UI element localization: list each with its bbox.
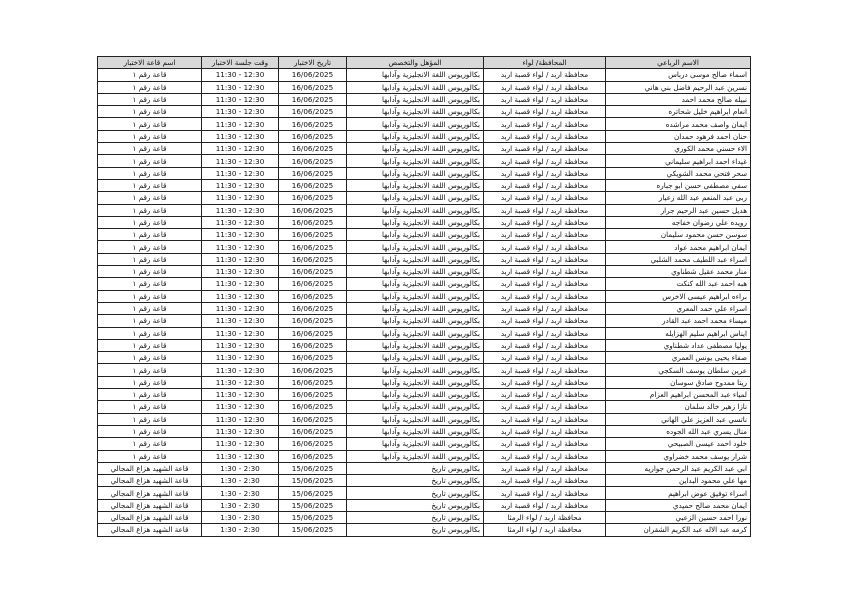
session-time-cell: 11:30 - 12:30	[202, 425, 279, 437]
exam-date-cell: 15/06/2025	[279, 499, 347, 511]
session-time-cell: 11:30 - 12:30	[202, 204, 279, 216]
table-row	[98, 130, 751, 142]
table-row	[98, 81, 751, 93]
table-row	[98, 487, 751, 499]
exam-hall-cell: قاعة رقم ١	[98, 81, 202, 93]
exam-date-cell: 16/06/2025	[279, 204, 347, 216]
table-row	[98, 192, 751, 204]
candidate-name-cell: منال يسري عبد الله الجوده	[606, 425, 751, 437]
table-row	[98, 229, 751, 241]
session-time-cell: 11:30 - 12:30	[202, 450, 279, 462]
exam-hall-cell: قاعة رقم ١	[98, 106, 202, 118]
candidate-name-cell: هديل حسين عبد الرحيم جرار	[606, 204, 751, 216]
qualification-cell: بكالوريوس اللغة الانجليزية وآدابها	[347, 302, 484, 314]
header-governorate: المحافظة/ لواء	[484, 57, 606, 69]
candidate-name-cell: شرار يوسف محمد خضراوي	[606, 450, 751, 462]
exam-date-cell: 16/06/2025	[279, 401, 347, 413]
exam-date-cell: 16/06/2025	[279, 266, 347, 278]
table-row	[98, 155, 751, 167]
table-row	[98, 241, 751, 253]
session-time-cell: 11:30 - 12:30	[202, 143, 279, 155]
qualification-cell: بكالوريوس اللغة الانجليزية وآدابها	[347, 69, 484, 81]
table-row	[98, 352, 751, 364]
exam-hall-cell: قاعة رقم ١	[98, 204, 202, 216]
governorate-cell: محافظة اربد / لواء قصبة اربد	[484, 266, 606, 278]
qualification-cell: بكالوريوس تاريخ	[347, 487, 484, 499]
exam-hall-cell: قاعة رقم ١	[98, 352, 202, 364]
qualification-cell: بكالوريوس اللغة الانجليزية وآدابها	[347, 339, 484, 351]
candidate-name-cell: انعام ابراهيم خليل شحاتره	[606, 106, 751, 118]
candidate-name-cell: اسراء توفيق عوض ابراهيم	[606, 487, 751, 499]
exam-date-cell: 16/06/2025	[279, 302, 347, 314]
exam-date-cell: 16/06/2025	[279, 179, 347, 191]
session-time-cell: 11:30 - 12:30	[202, 106, 279, 118]
qualification-cell: بكالوريوس اللغة الانجليزية وآدابها	[347, 450, 484, 462]
candidate-name-cell: الاء حسني محمد الكوري	[606, 143, 751, 155]
exam-roster-table	[97, 56, 751, 537]
exam-date-cell: 16/06/2025	[279, 327, 347, 339]
exam-date-cell: 16/06/2025	[279, 364, 347, 376]
exam-date-cell: 16/06/2025	[279, 130, 347, 142]
exam-date-cell: 16/06/2025	[279, 192, 347, 204]
exam-date-cell: 16/06/2025	[279, 339, 347, 351]
exam-hall-cell: قاعة رقم ١	[98, 278, 202, 290]
session-time-cell: 11:30 - 12:30	[202, 266, 279, 278]
exam-date-cell: 15/06/2025	[279, 511, 347, 523]
exam-hall-cell: قاعة رقم ١	[98, 155, 202, 167]
table-row	[98, 278, 751, 290]
session-time-cell: 11:30 - 12:30	[202, 376, 279, 388]
governorate-cell: محافظة اربد / لواء قصبة اربد	[484, 438, 606, 450]
session-time-cell: 11:30 - 12:30	[202, 81, 279, 93]
table-row	[98, 401, 751, 413]
candidate-name-cell: ناتسي عبد العزيز علي الهاني	[606, 413, 751, 425]
exam-hall-cell: قاعة رقم ١	[98, 302, 202, 314]
table-row	[98, 511, 751, 523]
exam-hall-cell: قاعة رقم ١	[98, 93, 202, 105]
table-row	[98, 290, 751, 302]
header-hall: اسم قاعة الاختبار	[98, 57, 202, 69]
candidate-name-cell: ابي عبد الكريم عبد الرحمن جواريه	[606, 462, 751, 474]
header-session-time: وقت جلسة الاختبار	[202, 57, 279, 69]
table-row	[98, 143, 751, 155]
exam-hall-cell: قاعة الشهيد هزاع المجالي	[98, 487, 202, 499]
governorate-cell: محافظة اربد / لواء قصبة اربد	[484, 81, 606, 93]
candidate-name-cell: يوليا مصطفى عداد شطناوي	[606, 339, 751, 351]
governorate-cell: محافظة اربد / لواء قصبة اربد	[484, 315, 606, 327]
exam-hall-cell: قاعة رقم ١	[98, 253, 202, 265]
qualification-cell: بكالوريوس اللغة الانجليزية وآدابها	[347, 167, 484, 179]
table-row	[98, 450, 751, 462]
exam-date-cell: 16/06/2025	[279, 81, 347, 93]
table-row	[98, 425, 751, 437]
header-qualification: المؤهل والتخصص	[347, 57, 484, 69]
exam-date-cell: 15/06/2025	[279, 475, 347, 487]
header-exam-date: تاريخ الاختبار	[279, 57, 347, 69]
exam-date-cell: 15/06/2025	[279, 524, 347, 536]
exam-date-cell: 16/06/2025	[279, 241, 347, 253]
candidate-name-cell: سفي مصطفى حسن ابو جباره	[606, 179, 751, 191]
session-time-cell: 11:30 - 12:30	[202, 278, 279, 290]
exam-hall-cell: قاعة رقم ١	[98, 364, 202, 376]
candidate-name-cell: اسماء صالح موسى درباس	[606, 69, 751, 81]
session-time-cell: 11:30 - 12:30	[202, 229, 279, 241]
table-row	[98, 167, 751, 179]
candidate-name-cell: نسرين عبد الرحيم فاضل بني هاني	[606, 81, 751, 93]
qualification-cell: بكالوريوس اللغة الانجليزية وآدابها	[347, 425, 484, 437]
table-row	[98, 315, 751, 327]
qualification-cell: بكالوريوس اللغة الانجليزية وآدابها	[347, 93, 484, 105]
candidate-name-cell: مها علي محمود البداين	[606, 475, 751, 487]
exam-date-cell: 16/06/2025	[279, 413, 347, 425]
exam-date-cell: 15/06/2025	[279, 487, 347, 499]
candidate-name-cell: صفاء يحيى يونس العمري	[606, 352, 751, 364]
governorate-cell: محافظة اربد / لواء قصبة اربد	[484, 229, 606, 241]
qualification-cell: بكالوريوس اللغة الانجليزية وآدابها	[347, 143, 484, 155]
governorate-cell: محافظة اربد / لواء قصبة اربد	[484, 475, 606, 487]
qualification-cell: بكالوريوس اللغة الانجليزية وآدابها	[347, 364, 484, 376]
exam-date-cell: 16/06/2025	[279, 425, 347, 437]
exam-hall-cell: قاعة رقم ١	[98, 450, 202, 462]
candidate-name-cell: ايمان محمد صالح حميدي	[606, 499, 751, 511]
table-row	[98, 475, 751, 487]
table-row	[98, 302, 751, 314]
exam-hall-cell: قاعة رقم ١	[98, 229, 202, 241]
governorate-cell: محافظة اربد / لواء قصبة اربد	[484, 450, 606, 462]
session-time-cell: 11:30 - 12:30	[202, 413, 279, 425]
candidate-name-cell: نازا زهير خالد سلمان	[606, 401, 751, 413]
qualification-cell: بكالوريوس اللغة الانجليزية وآدابها	[347, 278, 484, 290]
qualification-cell: بكالوريوس اللغة الانجليزية وآدابها	[347, 130, 484, 142]
table-row	[98, 179, 751, 191]
session-time-cell: 11:30 - 12:30	[202, 364, 279, 376]
table-row	[98, 93, 751, 105]
exam-hall-cell: قاعة رقم ١	[98, 401, 202, 413]
candidate-name-cell: ايمان ابراهيم محمد عواد	[606, 241, 751, 253]
exam-date-cell: 16/06/2025	[279, 315, 347, 327]
session-time-cell: 11:30 - 12:30	[202, 216, 279, 228]
session-time-cell: 11:30 - 12:30	[202, 253, 279, 265]
table-row	[98, 413, 751, 425]
table-row	[98, 389, 751, 401]
governorate-cell: محافظة اربد / لواء قصبة اربد	[484, 364, 606, 376]
table-row	[98, 204, 751, 216]
exam-date-cell: 16/06/2025	[279, 278, 347, 290]
qualification-cell: بكالوريوس اللغة الانجليزية وآدابها	[347, 438, 484, 450]
exam-hall-cell: قاعة رقم ١	[98, 339, 202, 351]
exam-hall-cell: قاعة رقم ١	[98, 69, 202, 81]
exam-hall-cell: قاعة الشهيد هزاع المجالي	[98, 511, 202, 523]
exam-date-cell: 16/06/2025	[279, 167, 347, 179]
exam-date-cell: 16/06/2025	[279, 229, 347, 241]
qualification-cell: بكالوريوس اللغة الانجليزية وآدابها	[347, 315, 484, 327]
governorate-cell: محافظة اربد / لواء قصبة اربد	[484, 462, 606, 474]
session-time-cell: 11:30 - 12:30	[202, 438, 279, 450]
qualification-cell: بكالوريوس اللغة الانجليزية وآدابها	[347, 179, 484, 191]
exam-hall-cell: قاعة رقم ١	[98, 118, 202, 130]
governorate-cell: محافظة اربد / لواء قصبة اربد	[484, 130, 606, 142]
session-time-cell: 11:30 - 12:30	[202, 401, 279, 413]
exam-date-cell: 16/06/2025	[279, 216, 347, 228]
candidate-name-cell: ميساء محمد احمد عبد القادر	[606, 315, 751, 327]
candidate-name-cell: براءه ابراهيم عيسى الاخرس	[606, 290, 751, 302]
table-row	[98, 216, 751, 228]
governorate-cell: محافظة اربد / لواء قصبة اربد	[484, 401, 606, 413]
governorate-cell: محافظة اربد / لواء قصبة اربد	[484, 241, 606, 253]
exam-date-cell: 15/06/2025	[279, 462, 347, 474]
session-time-cell: 11:30 - 12:30	[202, 155, 279, 167]
candidate-name-cell: سحر فتحي محمد الشويكي	[606, 167, 751, 179]
session-time-cell: 11:30 - 12:30	[202, 389, 279, 401]
exam-date-cell: 16/06/2025	[279, 450, 347, 462]
exam-date-cell: 16/06/2025	[279, 143, 347, 155]
governorate-cell: محافظة اربد / لواء قصبة اربد	[484, 327, 606, 339]
session-time-cell: 11:30 - 12:30	[202, 179, 279, 191]
governorate-cell: محافظة اربد / لواء قصبة اربد	[484, 487, 606, 499]
exam-hall-cell: قاعة رقم ١	[98, 290, 202, 302]
candidate-name-cell: حنان احمد فرهود حمدان	[606, 130, 751, 142]
candidate-name-cell: رويده علي رضوان خفاجه	[606, 216, 751, 228]
governorate-cell: محافظة اربد / لواء قصبة اربد	[484, 278, 606, 290]
candidate-name-cell: ربى عبد المنعم عبد الله زعيار	[606, 192, 751, 204]
exam-date-cell: 16/06/2025	[279, 106, 347, 118]
candidate-name-cell: نبيله صالح محمد احمد	[606, 93, 751, 105]
qualification-cell: بكالوريوس اللغة الانجليزية وآدابها	[347, 401, 484, 413]
candidate-name-cell: لمياء عبد المحسن ابراهيم العزام	[606, 389, 751, 401]
exam-date-cell: 16/06/2025	[279, 290, 347, 302]
governorate-cell: محافظة اربد / لواء قصبة اربد	[484, 376, 606, 388]
qualification-cell: بكالوريوس اللغة الانجليزية وآدابها	[347, 229, 484, 241]
table-row	[98, 266, 751, 278]
governorate-cell: محافظة اربد / لواء الرمثا	[484, 524, 606, 536]
qualification-cell: بكالوريوس اللغة الانجليزية وآدابها	[347, 253, 484, 265]
qualification-cell: بكالوريوس اللغة الانجليزية وآدابها	[347, 352, 484, 364]
exam-hall-cell: قاعة رقم ١	[98, 241, 202, 253]
session-time-cell: 1:30 - 2:30	[202, 475, 279, 487]
session-time-cell: 11:30 - 12:30	[202, 69, 279, 81]
qualification-cell: بكالوريوس اللغة الانجليزية وآدابها	[347, 204, 484, 216]
session-time-cell: 11:30 - 12:30	[202, 241, 279, 253]
governorate-cell: محافظة اربد / لواء قصبة اربد	[484, 290, 606, 302]
governorate-cell: محافظة اربد / لواء قصبة اربد	[484, 204, 606, 216]
governorate-cell: محافظة اربد / لواء قصبة اربد	[484, 413, 606, 425]
table-row	[98, 524, 751, 536]
session-time-cell: 11:30 - 12:30	[202, 339, 279, 351]
qualification-cell: بكالوريوس اللغة الانجليزية وآدابها	[347, 376, 484, 388]
governorate-cell: محافظة اربد / لواء قصبة اربد	[484, 389, 606, 401]
exam-date-cell: 16/06/2025	[279, 389, 347, 401]
table-row	[98, 499, 751, 511]
qualification-cell: بكالوريوس اللغة الانجليزية وآدابها	[347, 241, 484, 253]
governorate-cell: محافظة اربد / لواء قصبة اربد	[484, 425, 606, 437]
table-row	[98, 106, 751, 118]
governorate-cell: محافظة اربد / لواء قصبة اربد	[484, 339, 606, 351]
exam-hall-cell: قاعة رقم ١	[98, 130, 202, 142]
exam-hall-cell: قاعة الشهيد هزاع المجالي	[98, 462, 202, 474]
table-row	[98, 118, 751, 130]
exam-hall-cell: قاعة رقم ١	[98, 216, 202, 228]
exam-hall-cell: قاعة رقم ١	[98, 425, 202, 437]
governorate-cell: محافظة اربد / لواء قصبة اربد	[484, 499, 606, 511]
qualification-cell: بكالوريوس تاريخ	[347, 475, 484, 487]
table-row	[98, 69, 751, 81]
table-row	[98, 462, 751, 474]
exam-hall-cell: قاعة رقم ١	[98, 167, 202, 179]
governorate-cell: محافظة اربد / لواء قصبة اربد	[484, 118, 606, 130]
governorate-cell: محافظة اربد / لواء قصبة اربد	[484, 69, 606, 81]
qualification-cell: بكالوريوس اللغة الانجليزية وآدابها	[347, 327, 484, 339]
qualification-cell: بكالوريوس تاريخ	[347, 499, 484, 511]
candidate-name-cell: ايمان واصف محمد مراشده	[606, 118, 751, 130]
governorate-cell: محافظة اربد / لواء قصبة اربد	[484, 216, 606, 228]
governorate-cell: محافظة اربد / لواء قصبة اربد	[484, 253, 606, 265]
governorate-cell: محافظة اربد / لواء قصبة اربد	[484, 155, 606, 167]
exam-hall-cell: قاعة رقم ١	[98, 266, 202, 278]
governorate-cell: محافظة اربد / لواء قصبة اربد	[484, 143, 606, 155]
exam-hall-cell: قاعة رقم ١	[98, 327, 202, 339]
governorate-cell: محافظة اربد / لواء الرمثا	[484, 511, 606, 523]
candidate-name-cell: هبه احمد عبد الله كنكت	[606, 278, 751, 290]
candidate-name-cell: خلود احمد عيسى الصبيحي	[606, 438, 751, 450]
session-time-cell: 11:30 - 12:30	[202, 352, 279, 364]
exam-date-cell: 16/06/2025	[279, 155, 347, 167]
session-time-cell: 11:30 - 12:30	[202, 118, 279, 130]
qualification-cell: بكالوريوس تاريخ	[347, 462, 484, 474]
exam-date-cell: 16/06/2025	[279, 376, 347, 388]
header-name: الاسم الرباعي	[606, 57, 751, 69]
exam-date-cell: 16/06/2025	[279, 253, 347, 265]
table-row	[98, 438, 751, 450]
table-row	[98, 376, 751, 388]
governorate-cell: محافظة اربد / لواء قصبة اربد	[484, 93, 606, 105]
governorate-cell: محافظة اربد / لواء قصبة اربد	[484, 179, 606, 191]
governorate-cell: محافظة اربد / لواء قصبة اربد	[484, 106, 606, 118]
exam-hall-cell: قاعة رقم ١	[98, 315, 202, 327]
candidate-name-cell: اسراء علي حمد المعري	[606, 302, 751, 314]
qualification-cell: بكالوريوس اللغة الانجليزية وآدابها	[347, 118, 484, 130]
candidate-name-cell: ايناس ابراهيم سليم الهزايله	[606, 327, 751, 339]
session-time-cell: 11:30 - 12:30	[202, 315, 279, 327]
table-row	[98, 327, 751, 339]
session-time-cell: 11:30 - 12:30	[202, 93, 279, 105]
candidate-name-cell: سوسن حسن محمود سليمان	[606, 229, 751, 241]
exam-hall-cell: قاعة الشهيد هزاع المجالي	[98, 524, 202, 536]
session-time-cell: 1:30 - 2:30	[202, 524, 279, 536]
qualification-cell: بكالوريوس اللغة الانجليزية وآدابها	[347, 155, 484, 167]
exam-hall-cell: قاعة رقم ١	[98, 143, 202, 155]
exam-hall-cell: قاعة رقم ١	[98, 192, 202, 204]
exam-date-cell: 16/06/2025	[279, 93, 347, 105]
session-time-cell: 11:30 - 12:30	[202, 302, 279, 314]
candidate-name-cell: غيداء احمد ابراهيم سليماني	[606, 155, 751, 167]
qualification-cell: بكالوريوس اللغة الانجليزية وآدابها	[347, 81, 484, 93]
exam-hall-cell: قاعة رقم ١	[98, 376, 202, 388]
exam-hall-cell: قاعة رقم ١	[98, 389, 202, 401]
qualification-cell: بكالوريوس اللغة الانجليزية وآدابها	[347, 290, 484, 302]
exam-hall-cell: قاعة رقم ١	[98, 179, 202, 191]
qualification-cell: بكالوريوس اللغة الانجليزية وآدابها	[347, 106, 484, 118]
candidate-name-cell: نورا احمد حسين الزعبي	[606, 511, 751, 523]
candidate-name-cell: عرين سلطان يوسف السكجي	[606, 364, 751, 376]
table-row	[98, 339, 751, 351]
exam-hall-cell: قاعة الشهيد هزاع المجالي	[98, 499, 202, 511]
governorate-cell: محافظة اربد / لواء قصبة اربد	[484, 192, 606, 204]
session-time-cell: 11:30 - 12:30	[202, 327, 279, 339]
qualification-cell: بكالوريوس اللغة الانجليزية وآدابها	[347, 389, 484, 401]
governorate-cell: محافظة اربد / لواء قصبة اربد	[484, 167, 606, 179]
qualification-cell: بكالوريوس تاريخ	[347, 511, 484, 523]
table-row	[98, 253, 751, 265]
session-time-cell: 11:30 - 12:30	[202, 290, 279, 302]
session-time-cell: 1:30 - 2:30	[202, 499, 279, 511]
session-time-cell: 11:30 - 12:30	[202, 192, 279, 204]
governorate-cell: محافظة اربد / لواء قصبة اربد	[484, 302, 606, 314]
exam-hall-cell: قاعة رقم ١	[98, 438, 202, 450]
session-time-cell: 1:30 - 2:30	[202, 462, 279, 474]
qualification-cell: بكالوريوس تاريخ	[347, 524, 484, 536]
exam-hall-cell: قاعة الشهيد هزاع المجالي	[98, 475, 202, 487]
candidate-name-cell: ريتا ممدوح صادق سوسان	[606, 376, 751, 388]
qualification-cell: بكالوريوس اللغة الانجليزية وآدابها	[347, 413, 484, 425]
candidate-name-cell: كرمه عبد الاله عبد الكريم الشقران	[606, 524, 751, 536]
exam-date-cell: 16/06/2025	[279, 352, 347, 364]
qualification-cell: بكالوريوس اللغة الانجليزية وآدابها	[347, 192, 484, 204]
candidate-name-cell: منار محمد عقيل شطناوي	[606, 266, 751, 278]
roster-body	[98, 69, 751, 536]
header-row	[98, 57, 751, 69]
exam-date-cell: 16/06/2025	[279, 118, 347, 130]
table-row	[98, 364, 751, 376]
candidate-name-cell: اسراء عبد اللطيف محمد الشلبي	[606, 253, 751, 265]
session-time-cell: 1:30 - 2:30	[202, 487, 279, 499]
session-time-cell: 11:30 - 12:30	[202, 130, 279, 142]
qualification-cell: بكالوريوس اللغة الانجليزية وآدابها	[347, 216, 484, 228]
exam-date-cell: 16/06/2025	[279, 438, 347, 450]
qualification-cell: بكالوريوس اللغة الانجليزية وآدابها	[347, 266, 484, 278]
session-time-cell: 1:30 - 2:30	[202, 511, 279, 523]
exam-hall-cell: قاعة رقم ١	[98, 413, 202, 425]
session-time-cell: 11:30 - 12:30	[202, 167, 279, 179]
governorate-cell: محافظة اربد / لواء قصبة اربد	[484, 352, 606, 364]
exam-date-cell: 16/06/2025	[279, 69, 347, 81]
